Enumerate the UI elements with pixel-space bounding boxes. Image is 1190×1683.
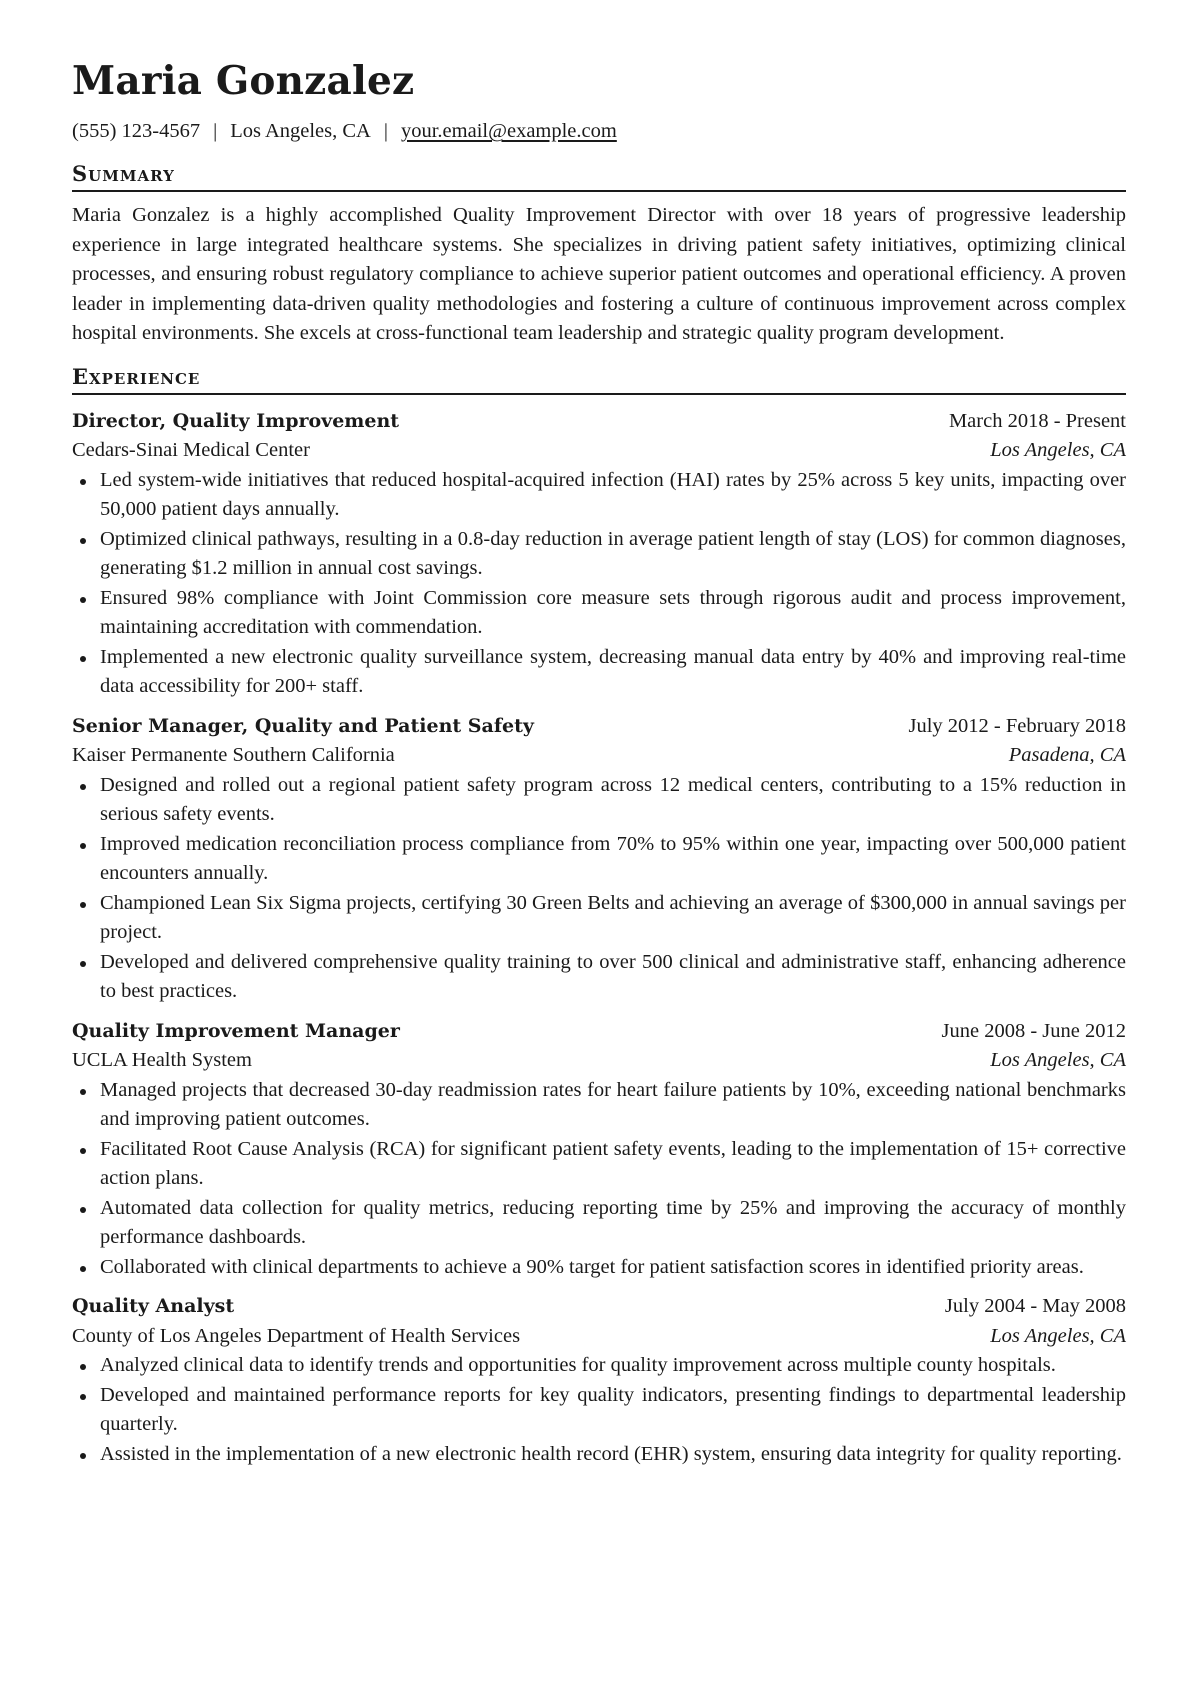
experience-section xyxy=(72,363,1126,1470)
job-entry xyxy=(72,712,1126,1007)
job-organization: UCLA Health System xyxy=(72,1049,252,1071)
bullet-icon xyxy=(80,843,86,849)
job-bullet xyxy=(72,889,1126,948)
job-dates: July 2004 - May 2008 xyxy=(944,1295,1126,1317)
job-title: Director, Quality Improvement xyxy=(72,409,400,432)
job-title: Quality Improvement Manager xyxy=(72,1019,400,1042)
bullet-icon xyxy=(80,784,86,790)
job-bullets xyxy=(72,466,1126,702)
job-title-row xyxy=(72,407,1126,437)
bullet-text: Assisted in the implementation of a new electronic health record (EHR) system, ensuring data integrity for quality reporting. xyxy=(100,1442,1122,1465)
resume-content xyxy=(72,58,1126,1469)
job-organization: Kaiser Permanente Southern California xyxy=(72,744,395,766)
bullet-icon xyxy=(80,1148,86,1154)
summary-text: Maria Gonzalez is a highly accomplished Quality Improvement Director with over 18 years of progressive leadership experience in large integrated healthcare systems. She specializes in driving patient safety initiatives, optimizing clinical processes, and ensuring robust regulatory compliance to achieve superior patient outcomes and operational efficiency. A proven leader in implementing data-driven quality methodologies and fostering a culture of continuous improvement across complex hospital environments. She excels at cross-functional team leadership and strategic quality program development. xyxy=(72,204,1126,344)
bullet-text: Facilitated Root Cause Analysis (RCA) for significant patient safety events, leading to the implementation of 15+ corrective action plans. xyxy=(100,1137,1126,1189)
job-entry xyxy=(72,1292,1126,1469)
phone-number: (555) 123-4567 xyxy=(72,120,201,142)
job-organization: County of Los Angeles Department of Health Services xyxy=(72,1324,521,1347)
bullet-text: Ensured 98% compliance with Joint Commission core measure sets through rigorous audit and process improvement, maintaining accreditation with commendation. xyxy=(100,586,1126,638)
job-bullet xyxy=(72,1253,1126,1283)
contact-separator: | xyxy=(383,120,388,142)
job-bullet xyxy=(72,830,1126,889)
job-dates: June 2008 - June 2012 xyxy=(941,1019,1126,1042)
job-org-row xyxy=(72,436,1126,466)
bullet-text: Collaborated with clinical departments to achieve a 90% target for patient satisfaction scores in identified priority areas. xyxy=(100,1255,1084,1278)
job-bullet xyxy=(72,584,1126,643)
bullet-icon xyxy=(80,1207,86,1213)
job-title: Senior Manager, Quality and Patient Safety xyxy=(72,714,534,737)
job-dates: July 2012 - February 2018 xyxy=(908,714,1126,737)
bullet-text: Improved medication reconciliation process compliance from 70% to 95% within one year, impacting over 500,000 patient encounters annually. xyxy=(100,832,1126,884)
location: Los Angeles, CA xyxy=(230,120,371,142)
job-entry xyxy=(72,1017,1126,1283)
job-location: Pasadena, CA xyxy=(1008,744,1126,766)
job-org-row xyxy=(72,741,1126,771)
job-title-row xyxy=(72,712,1126,742)
bullet-text: Managed projects that decreased 30-day readmission rates for heart failure patients by 10%, exceeding national benchmarks and improving patient outcomes. xyxy=(100,1078,1126,1130)
bullet-text: Optimized clinical pathways, resulting in a 0.8-day reduction in average patient length of stay (LOS) for common diagnoses, generating $1.2 million in annual cost savings. xyxy=(100,527,1126,579)
job-location: Los Angeles, CA xyxy=(990,439,1126,461)
bullet-icon xyxy=(80,538,86,544)
job-bullet xyxy=(72,525,1126,584)
job-bullet xyxy=(72,1351,1126,1381)
job-bullets xyxy=(72,1076,1126,1283)
job-dates: March 2018 - Present xyxy=(948,409,1126,432)
bullet-text: Championed Lean Six Sigma projects, certifying 30 Green Belts and achieving an average of $300,000 in annual savings per project. xyxy=(100,891,1126,943)
job-org-row xyxy=(72,1322,1126,1352)
bullet-icon xyxy=(80,1266,86,1272)
candidate-name: Maria Gonzalez xyxy=(72,58,415,104)
job-bullets xyxy=(72,1351,1126,1469)
job-title: Quality Analyst xyxy=(72,1295,235,1317)
bullet-icon xyxy=(80,656,86,662)
bullet-text: Developed and delivered comprehensive quality training to over 500 clinical and administrative staff, enhancing adherence to best practices. xyxy=(100,950,1126,1002)
job-bullet xyxy=(72,1194,1126,1253)
job-bullets xyxy=(72,771,1126,1007)
bullet-text: Designed and rolled out a regional patient safety program across 12 medical centers, contributing to a 15% reduction in serious safety events. xyxy=(100,773,1126,825)
job-bullet xyxy=(72,771,1126,830)
job-bullet xyxy=(72,1381,1126,1440)
bullet-text: Developed and maintained performance reports for key quality indicators, presenting findings to departmental leadership quarterly. xyxy=(100,1383,1126,1435)
summary-heading: Summary xyxy=(72,160,1126,192)
job-bullet xyxy=(72,643,1126,702)
bullet-icon xyxy=(80,902,86,908)
bullet-icon xyxy=(80,1089,86,1095)
bullet-icon xyxy=(80,1394,86,1400)
bullet-text: Analyzed clinical data to identify trends and opportunities for quality improvement across multiple county hospitals. xyxy=(100,1354,1056,1376)
bullet-text: Implemented a new electronic quality surveillance system, decreasing manual data entry by 40% and improving real-time data accessibility for 200+ staff. xyxy=(100,645,1126,697)
job-bullet xyxy=(72,1076,1126,1135)
experience-heading: Experience xyxy=(72,363,1126,395)
bullet-icon xyxy=(80,479,86,485)
contact-separator: | xyxy=(213,120,218,142)
contact-line xyxy=(72,118,1126,144)
job-organization: Cedars-Sinai Medical Center xyxy=(72,439,310,461)
email-link[interactable]: your.email@example.com xyxy=(400,120,617,142)
job-bullet xyxy=(72,1135,1126,1194)
bullet-icon xyxy=(80,961,86,967)
job-bullet xyxy=(72,1440,1126,1470)
bullet-text: Automated data collection for quality metrics, reducing reporting time by 25% and improving the accuracy of monthly performance dashboards. xyxy=(100,1196,1126,1248)
bullet-text: Led system-wide initiatives that reduced hospital-acquired infection (HAI) rates by 25% across 5 key units, impacting over 50,000 patient days annually. xyxy=(100,468,1126,520)
summary-section xyxy=(72,160,1126,349)
job-bullet xyxy=(72,948,1126,1007)
job-location: Los Angeles, CA xyxy=(990,1324,1126,1347)
bullet-icon xyxy=(80,1453,86,1459)
job-bullet xyxy=(72,466,1126,525)
job-title-row xyxy=(72,1292,1126,1322)
job-title-row xyxy=(72,1017,1126,1047)
bullet-icon xyxy=(80,1364,86,1370)
job-org-row xyxy=(72,1046,1126,1076)
job-location: Los Angeles, CA xyxy=(990,1049,1126,1071)
job-entry xyxy=(72,407,1126,702)
bullet-icon xyxy=(80,597,86,603)
